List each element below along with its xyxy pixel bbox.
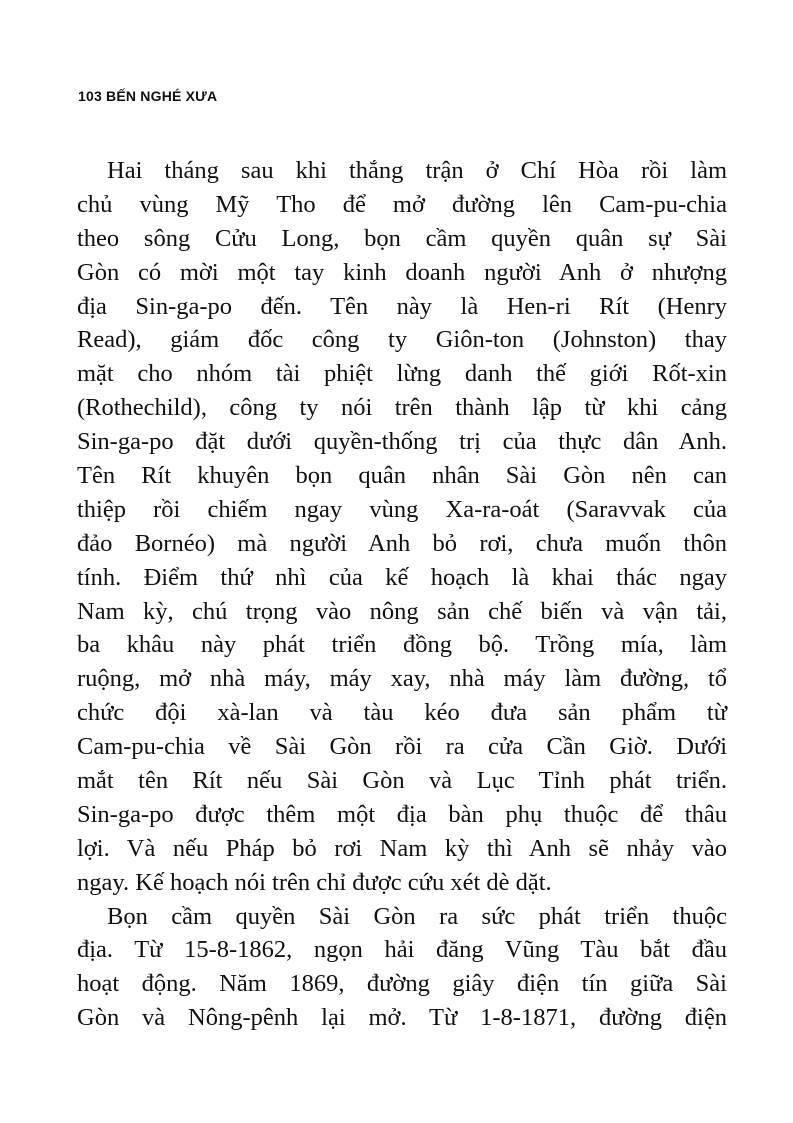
paragraph-2-line: Gòn và Nông-pênh lại mở. Từ 1-8-1871, đường điện (77, 1004, 727, 1032)
paragraph-2-line: Bọn cầm quyền Sài Gòn ra sức phát triển thuộc (107, 902, 727, 930)
paragraph-1-line: mắt tên Rít nếu Sài Gòn và Lục Tỉnh phát triển. (77, 767, 727, 795)
paragraph-1-line: Gòn có mời một tay kinh doanh người Anh ở nhượng (77, 258, 727, 286)
paragraph-1-line: ba khâu này phát triển đồng bộ. Trồng mía, làm (77, 631, 727, 659)
running-head: 103 BẾN NGHÉ XƯA (78, 88, 218, 104)
paragraph-1-line: chức đội xà-lan và tàu kéo đưa sản phẩm từ (77, 699, 727, 727)
paragraph-1-line: mặt cho nhóm tài phiệt lừng danh thế giới Rốt-xin (77, 360, 727, 388)
paragraph-1-line: tính. Điểm thứ nhì của kế hoạch là khai thác ngay (77, 563, 727, 591)
paragraph-1-line: Tên Rít khuyên bọn quân nhân Sài Gòn nên can (77, 462, 727, 490)
paragraph-1-line: lợi. Và nếu Pháp bỏ rơi Nam kỳ thì Anh sẽ nhảy vào (77, 834, 727, 862)
paragraph-1-line: chủ vùng Mỹ Tho để mở đường lên Cam-pu-chia (77, 190, 727, 218)
paragraph-1-line: Hai tháng sau khi thắng trận ở Chí Hòa rồi làm (107, 157, 727, 184)
paragraph-1-line: (Rothechild), công ty nói trên thành lập từ khi cảng (77, 394, 727, 422)
body-text (77, 154, 727, 1035)
paragraph-1-line: Cam-pu-chia về Sài Gòn rồi ra cửa Cần Giờ. Dưới (77, 733, 727, 761)
paragraph-1-line: ngay. Kế hoạch nói trên chỉ được cứu xét dè dặt. (77, 868, 552, 896)
paragraph-2-line: địa. Từ 15-8-1862, ngọn hải đăng Vũng Tàu bắt đầu (77, 936, 727, 964)
paragraph-1-line: Sin-ga-po được thêm một địa bàn phụ thuộc để thâu (77, 800, 727, 828)
paragraph-1-line: địa Sin-ga-po đến. Tên này là Hen-ri Rít (Henry (77, 292, 727, 320)
paragraph-1-line: đảo Bornéo) mà người Anh bỏ rơi, chưa muốn thôn (77, 529, 727, 557)
paragraph-1-line: Sin-ga-po đặt dưới quyền-thống trị của thực dân Anh. (77, 428, 727, 456)
paragraph-1-line: Nam kỳ, chú trọng vào nông sản chế biến và vận tải, (77, 597, 727, 625)
paragraph-1-line: theo sông Cửu Long, bọn cầm quyền quân sự Sài (77, 224, 727, 252)
paragraph-1-line: thiệp rồi chiếm ngay vùng Xa-ra-oát (Saravvak của (77, 495, 727, 523)
paragraph-1-line: ruộng, mở nhà máy, máy xay, nhà máy làm đường, tổ (77, 665, 727, 693)
paragraph-2-line: hoạt động. Năm 1869, đường giây điện tín giữa Sài (77, 970, 727, 998)
paragraph-1-line: Read), giám đốc công ty Giôn-ton (Johnston) thay (77, 326, 727, 354)
